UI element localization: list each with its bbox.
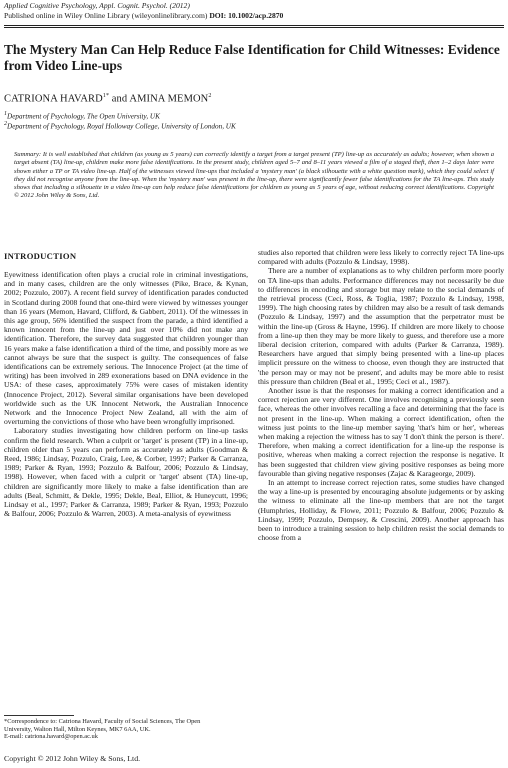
footnote-line: University, Walton Hall, Milton Keynes, MK7 6AA, UK. [4, 725, 151, 733]
affiliation-2-marker: 2 [4, 121, 7, 127]
publication-info: Published online in Wiley Online Library (wileyonlinelibrary.com) [4, 11, 210, 20]
author-1: CATRIONA HAVARD [4, 93, 103, 105]
paragraph: studies also reported that children were less likely to correctly reject TA line-ups compared with adults (Pozzulo & Lindsay, 1998). [258, 248, 504, 267]
left-column [4, 270, 248, 518]
affiliation-2-text: Department of Psychology, Royal Holloway College, University of London, UK [7, 122, 236, 131]
author-2: AMINA MEMON [129, 93, 209, 105]
affiliation-1-text: Department of Psychology, The Open University, UK [7, 112, 160, 121]
affiliation-2 [4, 120, 236, 131]
footnote-line: *Correspondence to: Catriona Havard, Faculty of Social Sciences, The Open [4, 718, 201, 725]
paragraph: Eyewitness identification often plays a crucial role in criminal investigations, and in many cases, children are the only witnesses (Pike, Brace, & Kynan, 2002; Pozzulo, 2007). A recent field survey of identification parades conducted in Scotland during 2008 found that one-third were viewed by witnesses younger than 16 years (Memon, Havard, Clifford, & Gabbert, 2011). Of the witnesses in this age group, 56% identified the suspect from the parade, a third identified a known innocent from the line-up and just over 10% did not make any identification. Therefore, the survey data suggested that children younger than 16 years make a false identification a third of the time, and possibly more as we cannot always be sure that the suspect is guilty. The consequences of false identifications can be extremely serious. The Innocence Project (at the time of writing) has been involved in 289 exonerations based on DNA evidence in the USA: of these cases, approximately 75% were cases of mistaken identity (Innocence Project, 2012). Several similar organisations have been developed worldwide such as the UK Innocent Network, the Australian Innocence Network and the Innocence Project New Zealand, all with the aim of overturning the convictions of those who have been wrongfully imprisoned. [4, 270, 248, 427]
header-rule [4, 25, 504, 26]
publication-line [4, 11, 283, 21]
footnote-email: E-mail: catriona.havard@open.ac.uk [4, 733, 98, 741]
affiliation-1-marker: 1 [4, 111, 7, 117]
paragraph: In an attempt to increase correct rejection rates, some studies have changed the way a line-up is presented by encouraging absolute judgements or by asking the witness to eliminate all the line-up members that are not the target (Humphries, Holliday, & Flowe, 2011; Pozzulo & Balfour, 2006; Pozzulo & Lindsay, 1999; Pozzulo, Dempsey, & Crescini, 2009). Another approach has been to introduce a training session to help children resist the social demands to choose from a [258, 478, 504, 543]
journal-header [4, 1, 190, 11]
copyright-notice: Copyright © 2012 John Wiley & Sons, Ltd. [4, 754, 141, 763]
author-1-marker: 1* [102, 93, 110, 99]
footnote-rule [4, 715, 74, 716]
author-line [4, 93, 211, 105]
paragraph: Another issue is that the responses for making a correct identification and a correct rejection are very different. One involves recognising a previously seen face, whereas the other involves recalling a face and determining that the face is not present in the line-up. When making a correct identification, often the witness just points to the line-up member saying 'that's him or her', whereas when making a rejection the witness has to say 'I don't think the person is there'. Therefore, when making a correct identification for a line-up the response is positive, whereas when making a correct rejection the response is negative. It has been suggested that children view giving positive responses as being more favourable than giving negative responses (Zajac & Karageorge, 2009). [258, 386, 504, 478]
right-column [258, 248, 504, 543]
paragraph: There are a number of explanations as to why children perform more poorly on TA line-ups than adults. Performance differences may not necessarily be due to differences in encoding and storage but may relate to the social demands of the retrieval process (Ceci, Ross, & Toglia, 1987; Pozzulo & Lindsay, 1998, 1999). The high choosing rates by children may also be a result of task demands (Pozzulo & Lindsay, 1997) and the assumption that the perpetrator must be within the line-up (Gross & Hayne, 1996). If children are more likely to choose from a line-up then they may be more likely to guess, and therefore use a more liberal decision criterion, compared with adults (Parker & Carranza, 1989). Researchers have argued that simply being presented with a line-up places implicit pressure on the witness to choose, even though they are instructed that 'the person may or may not be present', and adults may be more able to resist this pressure than children (Beal et al., 1995; Ceci et al., 1987). [258, 266, 504, 386]
journal-name: Applied Cognitive Psychology, Appl. Cognit. Psychol. (2012) [4, 1, 190, 10]
abstract-label: Summary: [14, 151, 42, 158]
author-connector: and [109, 93, 130, 105]
section-heading: INTRODUCTION [4, 251, 77, 261]
author-2-marker: 2 [208, 93, 212, 99]
paragraph: Laboratory studies investigating how children perform on line-up tasks confirm the field research. When a culprit or 'target' is present (TP) in a line-up, children older than 5 years can perform as accurately as adults (Goodman & Reed, 1986; Lindsay, Pozzulo, Craig, Lee, & Corber, 1997; Parker & Carranza, 1989; Parker & Ryan, 1993; Pozzulo & Balfour, 2006; Pozzulo & Lindsay, 1998). However, when faced with a culprit or 'target' absent (TA) line-up, children are significantly more likely to make a false identification than are adults (Beal, Schmitt, & Dekle, 1995; Dekle, Beal, Elliot, & Huneycutt, 1996; Lindsay et al., 1997; Parker & Carranza, 1989; Parker & Ryan, 1993; Pozzulo & Balfour, 2006; Pozzulo & Warren, 2003). A meta-analysis of eyewitness [4, 426, 248, 519]
abstract [14, 151, 494, 201]
abstract-text: It is well established that children (as young as 5 years) can correctly identify a target from a target present (TP) line-up as accurately as adults; however, when shown a target absent (TA) line-up, children make more false identifications. In the present study, children aged 5–7 and 8–11 years viewed a film of a staged theft, then 1–2 days later were shown either a TP or TA video line-up. Half of the witnesses viewed line-ups that included a 'mystery man' (a black silhouette with a white question mark), which they could select if they did not recognise anyone from the line-up. When the 'mystery man' was present in the line-up, there were significantly fewer false identifications for the TA line-ups. This study shows that including a silhouette in a video line-up can help reduce false identifications for children as young as 5 years of age, without reducing correct identifications. Copyright © 2012 John Wiley & Sons, Ltd. [14, 151, 494, 200]
doi: DOI: 10.1002/acp.2870 [209, 11, 284, 20]
correspondence-footnote [4, 718, 250, 741]
article-title: The Mystery Man Can Help Reduce False Identification for Child Witnesses: Evidence from Video Line-ups [4, 42, 500, 73]
header-rule-2 [4, 27, 504, 28]
